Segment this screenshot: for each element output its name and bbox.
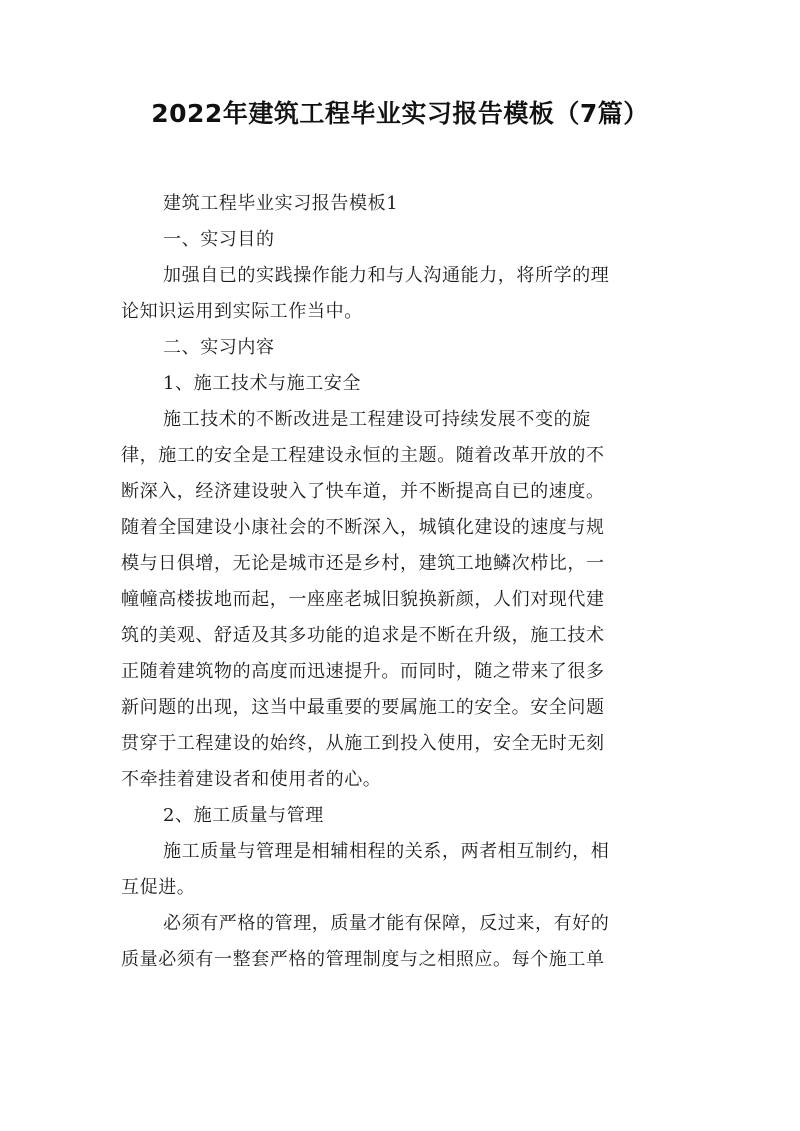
paragraph-line: 加强自已的实践操作能力和与人沟通能力，将所学的理 <box>163 265 610 286</box>
paragraph-line: 施工质量与管理是相辅相程的关系，两者相互制约，相 <box>163 841 610 862</box>
paragraph-line: 新问题的出现，这当中最重要的要属施工的安全。安全问题 <box>121 697 605 718</box>
paragraph-line: 正随着建筑物的高度而迅速提升。而同时，随之带来了很多 <box>121 661 605 682</box>
subsection-heading: 一、实习目的 <box>163 229 275 250</box>
paragraph-line: 模与日俱增，无论是城市还是乡村，建筑工地鳞次栉比，一 <box>121 553 605 574</box>
section-heading: 建筑工程毕业实习报告模板1 <box>163 193 399 214</box>
paragraph-line: 质量必须有一整套严格的管理制度与之相照应。每个施工单 <box>121 949 605 970</box>
subsection-heading: 1、施工技术与施工安全 <box>163 373 362 394</box>
paragraph-line: 筑的美观、舒适及其多功能的追求是不断在升级，施工技术 <box>121 625 605 646</box>
paragraph-line: 律，施工的安全是工程建设永恒的主题。随着改革开放的不 <box>121 445 605 466</box>
paragraph-line: 互促进。 <box>121 877 196 898</box>
paragraph-line: 贯穿于工程建设的始终，从施工到投入使用，安全无时无刻 <box>121 733 605 754</box>
paragraph-line: 断深入，经济建设驶入了快车道，并不断提高自已的速度。 <box>121 481 605 502</box>
document-title: 2022年建筑工程毕业实习报告模板（7篇） <box>151 99 649 128</box>
paragraph-line: 随着全国建设小康社会的不断深入，城镇化建设的速度与规 <box>121 517 605 538</box>
paragraph-line: 必须有严格的管理，质量才能有保障，反过来，有好的 <box>163 913 610 934</box>
subsection-heading: 二、实习内容 <box>163 337 275 358</box>
paragraph-line: 不牵挂着建设者和使用者的心。 <box>121 769 382 790</box>
subsection-heading: 2、施工质量与管理 <box>163 805 324 826</box>
paragraph-line: 论知识运用到实际工作当中。 <box>121 301 363 322</box>
document-body <box>121 186 681 978</box>
paragraph-line: 幢幢高楼拔地而起，一座座老城旧貌换新颜，人们对现代建 <box>121 589 605 610</box>
paragraph-line: 施工技术的不断改进是工程建设可持续发展不变的旋 <box>163 409 591 430</box>
